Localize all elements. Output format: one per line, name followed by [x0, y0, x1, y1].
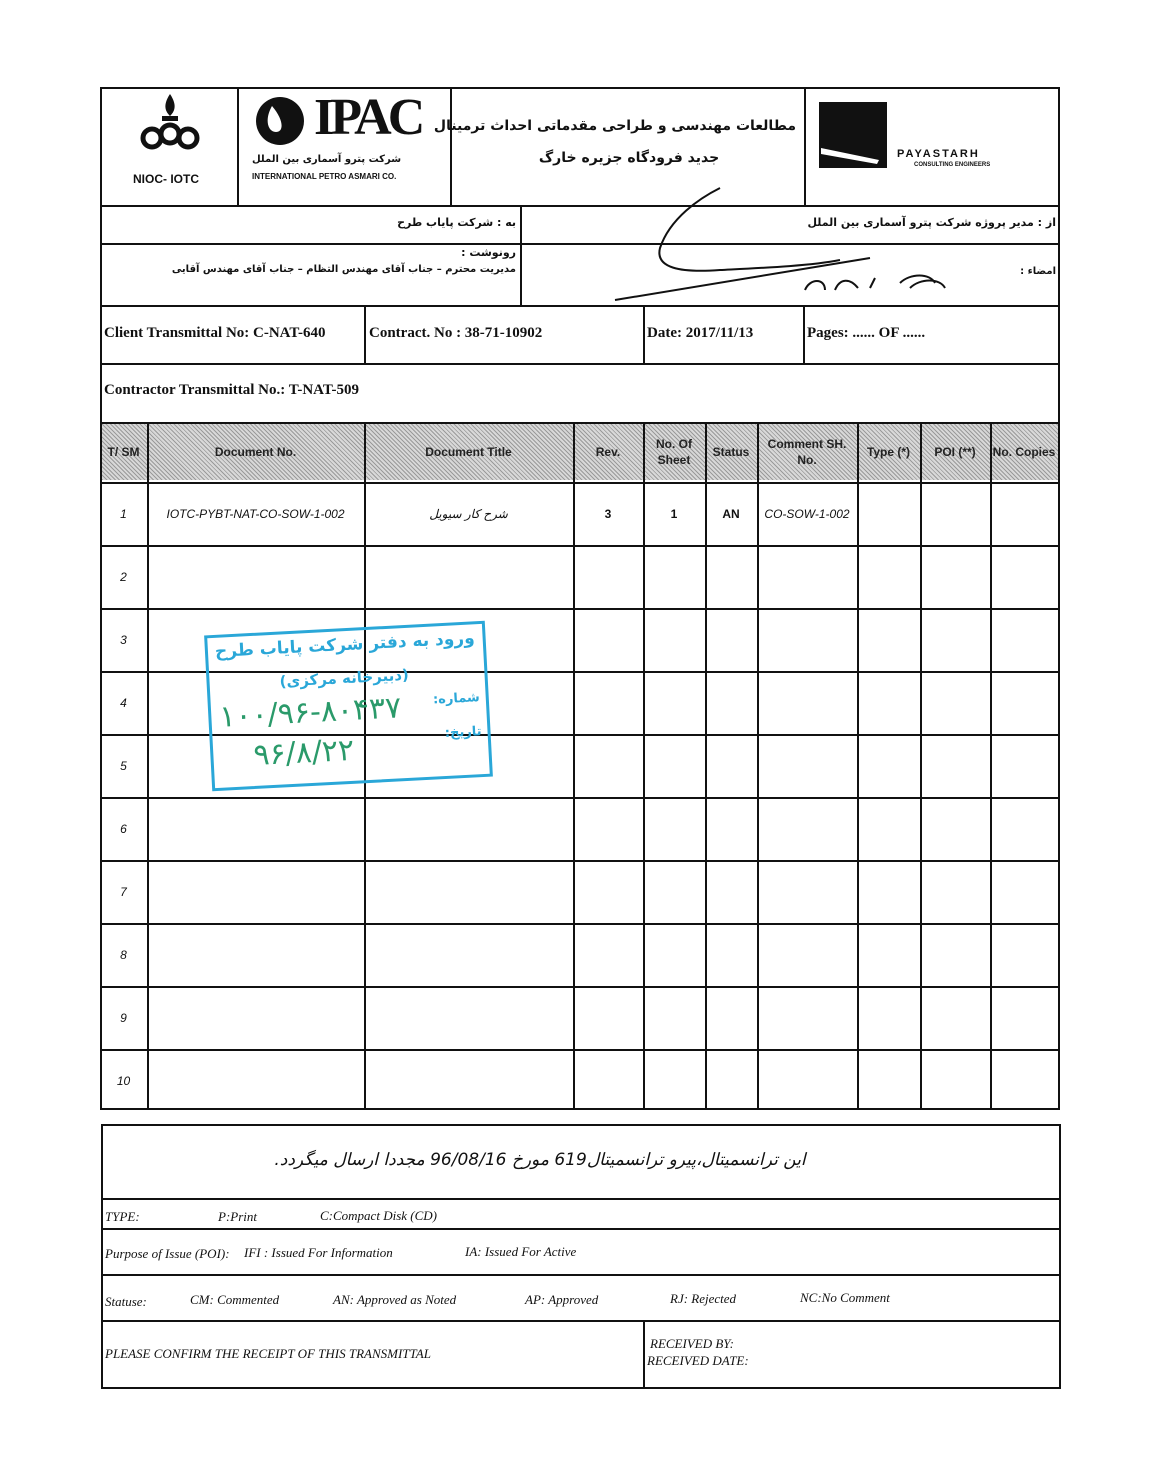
cell-document-title: شرح کار سیویل [429, 506, 508, 521]
header-status: Status [712, 445, 750, 459]
stamp-line2: (دبیرخانه مرکزی) [279, 665, 410, 691]
cell-type [857, 923, 920, 986]
cell-tsm: 9 [120, 1010, 127, 1025]
contract-no: Contract. No : 38-71-10902 [369, 325, 543, 341]
ipac-logo: IPAC [314, 89, 422, 146]
cell-type [857, 1049, 920, 1112]
cell-no-copies [990, 671, 1058, 734]
status-rj: RJ: Rejected [670, 1291, 737, 1306]
cc-recipients: مدیریت محترم – جناب آقای مهندس التظام – جناب آقای مهندس آقایی [171, 264, 516, 275]
cc-label: رونوشت : [461, 246, 516, 259]
cell-status [705, 608, 757, 671]
header-document-no: Document No. [214, 445, 297, 459]
cell-poi [920, 671, 990, 734]
cell-type [857, 860, 920, 923]
cell-rev [573, 608, 643, 671]
cell-document-no [147, 1049, 364, 1112]
cell-poi [920, 797, 990, 860]
stamp-date-label: تاریخ: [444, 724, 482, 741]
cell-status: AN [722, 506, 740, 521]
stamp-date: ۹۶/۸/۲۲ [252, 732, 356, 774]
cell-document-title [364, 923, 573, 986]
cell-document-title [364, 545, 573, 608]
cell-no-copies [990, 986, 1058, 1049]
cell-no-of-sheet [643, 1049, 705, 1112]
cell-comment-sheet-no: CO-SOW-1-002 [764, 506, 850, 521]
consultant-sub: CONSULTING ENGINEERS [914, 162, 991, 168]
cell-poi [920, 986, 990, 1049]
cell-rev [573, 545, 643, 608]
status-an: AN: Approved as Noted [333, 1292, 457, 1307]
cell-document-no [147, 923, 364, 986]
cell-comment-sheet-no [757, 860, 857, 923]
cell-tsm: 1 [120, 506, 127, 521]
cell-no-of-sheet [643, 797, 705, 860]
cell-comment-sheet-no [757, 1049, 857, 1112]
cell-no-copies [990, 923, 1058, 986]
cell-rev: 3 [604, 506, 612, 521]
cell-rev [573, 860, 643, 923]
cell-document-title [364, 1049, 573, 1112]
ipac-drop-icon [250, 96, 310, 146]
header-type: Type (*) [866, 445, 911, 459]
cell-tsm: 10 [116, 1073, 131, 1088]
header-document-title: Document Title [425, 445, 512, 459]
from-field: از : مدیر پروژه شرکت پترو آسماری بین الملل [807, 216, 1056, 229]
project-title-line1: مطالعات مهندسی و طراحی مقدماتی احداث ترمینال [433, 118, 796, 134]
ipac-name-en: INTERNATIONAL PETRO ASMARI CO. [252, 172, 397, 181]
stamp-line1: ورود به دفتر شرکت پایاب طرح [214, 628, 476, 662]
cell-no-copies [990, 860, 1058, 923]
cell-no-of-sheet [643, 545, 705, 608]
cell-tsm: 8 [120, 947, 127, 962]
cell-type [857, 986, 920, 1049]
cell-type [857, 482, 920, 545]
header-rev: Rev. [595, 445, 621, 459]
project-title-line2: جدید فرودگاه جزیره خارگ [538, 150, 720, 166]
cell-no-copies [990, 797, 1058, 860]
cell-status [705, 1049, 757, 1112]
cell-rev [573, 923, 643, 986]
cell-no-copies [990, 608, 1058, 671]
cell-no-of-sheet [643, 734, 705, 797]
cell-comment-sheet-no [757, 545, 857, 608]
cell-tsm: 3 [120, 632, 127, 647]
transmittal-date: Date: 2017/11/13 [647, 325, 754, 341]
cell-comment-sheet-no [757, 608, 857, 671]
header-poi: POI (**) [934, 445, 976, 459]
cell-status [705, 671, 757, 734]
cell-no-copies [990, 545, 1058, 608]
cell-status [705, 797, 757, 860]
cell-type [857, 797, 920, 860]
cell-no-of-sheet [643, 608, 705, 671]
cell-status [705, 923, 757, 986]
ipac-name-fa: شركت پترو آسماری بین الملل [252, 154, 402, 165]
cell-poi [920, 545, 990, 608]
cell-status [705, 734, 757, 797]
stamp-number-label: شماره: [432, 690, 481, 708]
cell-tsm: 4 [120, 695, 127, 710]
header-no-copies: No. Copies [992, 445, 1056, 459]
pages-count: Pages: ...... OF ...... [807, 325, 926, 341]
cell-document-no [147, 860, 364, 923]
cell-status [705, 860, 757, 923]
poi-ia: IA: Issued For Active [465, 1244, 577, 1259]
cell-tsm: 5 [120, 758, 127, 773]
cell-document-no [147, 545, 364, 608]
cell-document-no [147, 797, 364, 860]
cell-type [857, 608, 920, 671]
confirm-receipt-text: PLEASE CONFIRM THE RECEIPT OF THIS TRANSMITTAL [105, 1346, 431, 1361]
poi-label: Purpose of Issue (POI): [105, 1246, 230, 1261]
cell-no-copies [990, 1049, 1058, 1112]
cell-status [705, 545, 757, 608]
cell-comment-sheet-no [757, 671, 857, 734]
receipt-stamp [204, 621, 493, 791]
cell-rev [573, 671, 643, 734]
resend-note: این ترانسمیتال،پیرو ترانسمیتال619 مورخ 96/08/16 مجددا ارسال میگردد. [274, 1150, 806, 1170]
nioc-logo-icon [140, 92, 200, 154]
cell-status [705, 986, 757, 1049]
cell-document-no [147, 986, 364, 1049]
cell-rev [573, 734, 643, 797]
cell-rev [573, 1049, 643, 1112]
cell-comment-sheet-no [757, 986, 857, 1049]
poi-ifi: IFI : Issued For Information [244, 1245, 393, 1260]
cell-document-title [364, 860, 573, 923]
status-cm: CM: Commented [190, 1292, 280, 1307]
payastarh-logo-icon [819, 102, 887, 168]
cell-no-of-sheet: 1 [670, 506, 678, 521]
cell-poi [920, 608, 990, 671]
type-label: TYPE: [105, 1209, 140, 1224]
cell-tsm: 6 [120, 821, 127, 836]
header-comment-sheet-no: Comment SH. No. [767, 437, 847, 467]
cell-rev [573, 797, 643, 860]
nioc-logo-text: NIOC- IOTC [133, 172, 199, 186]
header-no-of-sheet: No. Of Sheet [656, 437, 692, 467]
cell-poi [920, 734, 990, 797]
cell-poi [920, 860, 990, 923]
cell-no-of-sheet [643, 986, 705, 1049]
cell-comment-sheet-no [757, 734, 857, 797]
contractor-transmittal-no: Contractor Transmittal No.: T-NAT-509 [104, 382, 359, 398]
signature-label: امضاء : [1020, 266, 1056, 277]
consultant-name: PAYASTARH [897, 148, 980, 160]
cell-no-copies [990, 482, 1058, 545]
cell-no-of-sheet [643, 671, 705, 734]
status-nc: NC:No Comment [800, 1290, 890, 1305]
cell-document-title [364, 797, 573, 860]
cell-type [857, 671, 920, 734]
received-by-field: RECEIVED BY: [650, 1336, 734, 1351]
cell-no-of-sheet [643, 860, 705, 923]
cell-rev [573, 986, 643, 1049]
cell-poi [920, 1049, 990, 1112]
type-print: P:Print [218, 1209, 257, 1224]
cell-document-title [364, 986, 573, 1049]
cell-comment-sheet-no [757, 797, 857, 860]
header-tsm: T/ SM [107, 445, 140, 459]
cell-type [857, 734, 920, 797]
cell-comment-sheet-no [757, 923, 857, 986]
cell-document-no: IOTC-PYBT-NAT-CO-SOW-1-002 [166, 506, 345, 521]
cell-tsm: 7 [120, 884, 127, 899]
status-label: Statuse: [105, 1294, 147, 1309]
handwritten-signature [610, 178, 960, 308]
cell-tsm: 2 [120, 569, 127, 584]
status-ap: AP: Approved [525, 1292, 599, 1307]
cell-poi [920, 923, 990, 986]
type-cd: C:Compact Disk (CD) [320, 1208, 437, 1223]
to-field: به : شرکت پایاب طرح [397, 216, 516, 229]
received-date-field: RECEIVED DATE: [647, 1353, 749, 1368]
stamp-number: ۱۰۰/۹۶-۸۰۴۳۷ [218, 690, 403, 735]
cell-type [857, 545, 920, 608]
cell-no-copies [990, 734, 1058, 797]
cell-no-of-sheet [643, 923, 705, 986]
client-transmittal-no: Client Transmittal No: C-NAT-640 [104, 325, 326, 341]
cell-poi [920, 482, 990, 545]
